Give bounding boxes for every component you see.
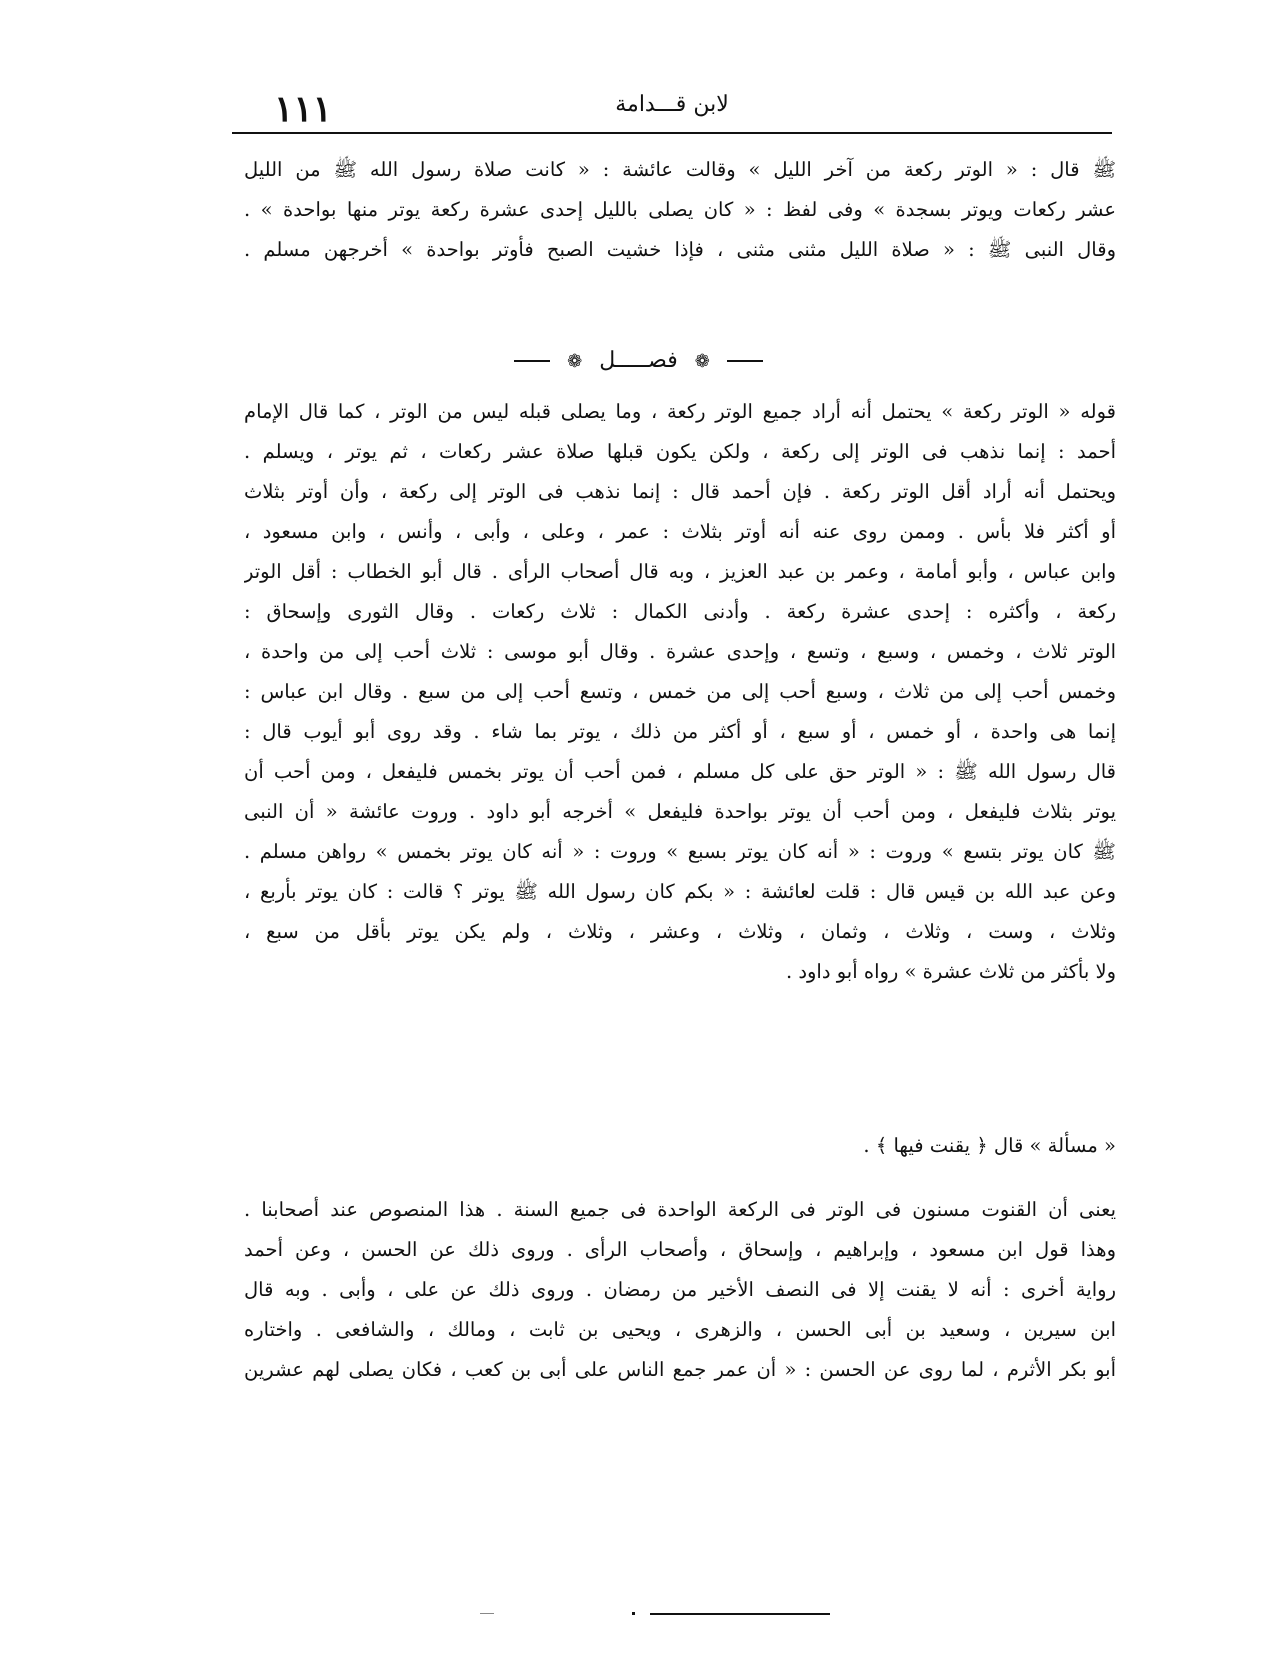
ornament-line — [514, 360, 550, 362]
text-line: ابن سيرين ، وسعيد بن أبى الحسن ، والزهرى ، ويحيى بن ثابت ، ومالك ، والشافعى . واختاره — [244, 1318, 1116, 1341]
page-header — [232, 88, 1112, 132]
final-paragraph — [244, 1190, 1116, 1390]
text-line: يعنى أن القنوت مسنون فى الوتر فى الركعة الواحدة فى جميع السنة . هذا المنصوص عند أصحابنا . — [244, 1198, 1116, 1221]
text-line: رواية أخرى : أنه لا يقنت إلا فى النصف الأخير من رمضان . وروى ذلك عن على ، وأبى . وبه قال — [244, 1278, 1116, 1301]
text-line: وهذا قول ابن مسعود ، وإبراهيم ، وإسحاق ، وأصحاب الرأى . وروى ذلك عن الحسن ، وعن أحمد — [244, 1238, 1116, 1261]
section-heading — [0, 348, 1277, 373]
text-line: ﷺ قال : « الوتر ركعة من آخر الليل » وقالت عائشة : « كانت صلاة رسول الله ﷺ من الليل — [244, 158, 1116, 181]
text-line: عشر ركعات ويوتر بسجدة » وفى لفظ : « كان يصلى بالليل إحدى عشرة ركعة يوتر منها بواحدة » . — [244, 198, 1116, 221]
text-line: أو أكثر فلا بأس . وممن روى عنه أنه أوتر بثلاث : عمر ، وعلى ، وأبى ، وأنس ، وابن مسعود ، — [244, 520, 1116, 543]
text-line: ولا بأكثر من ثلاث عشرة » رواه أبو داود . — [785, 960, 1116, 983]
fasl-paragraph — [244, 392, 1116, 992]
text-line: قوله « الوتر ركعة » يحتمل أنه أراد جميع الوتر ركعة ، وما يصلى قبله ليس من الوتر ، كما قال الإمام — [244, 400, 1116, 423]
text-line: ﷺ كان يوتر بتسع » وروت : « أنه كان يوتر بسبع » وروت : « أنه كان يوتر بخمس » رواهن مسلم . — [244, 840, 1116, 863]
text-line: أبو بكر الأثرم ، لما روى عن الحسن : « أن عمر جمع الناس على أبى بن كعب ، فكان يصلى لهم عشرين — [244, 1358, 1116, 1381]
text-line: وابن عباس ، وأبو أمامة ، وعمر بن عبد العزيز ، وبه قال أصحاب الرأى . قال أبو الخطاب : أقل الوتر — [244, 560, 1116, 583]
text-line: ركعة ، وأكثره : إحدى عشرة ركعة . وأدنى الكمال : ثلاث ركعات . وقال الثورى وإسحاق : — [244, 600, 1116, 623]
ornament-line — [727, 360, 763, 362]
footer-mark — [480, 1613, 494, 1614]
text-line: وثلاث ، وست ، وثلاث ، وثمان ، وثلاث ، وعشر ، وثلاث ، ولم يكن يوتر بأقل من سبع ، — [244, 920, 1116, 943]
ornament-icon: ❁ — [694, 351, 710, 372]
text-line: الوتر ثلاث ، وخمس ، وسبع ، وتسع ، وإحدى عشرة . وقال أبو موسى : ثلاث أحب إلى من واحدة ، — [244, 640, 1116, 663]
text-line: أحمد : إنما نذهب فى الوتر إلى ركعة ، ولكن يكون قبلها صلاة عشر ركعات ، ثم يوتر ، ويسلم . — [244, 440, 1116, 463]
masala-heading: « مسألة » قال ﴿ يقنت فيها ﴾ . — [863, 1134, 1116, 1157]
text-line: إنما هى واحدة ، أو خمس ، أو سبع ، أو أكثر من ذلك ، يوتر بما شاء . وقد روى أبو أيوب قال : — [244, 720, 1116, 743]
text-line: وخمس أحب إلى من ثلاث ، وسبع أحب إلى من خمس ، وتسع أحب إلى من سبع . وقال ابن عباس : — [244, 680, 1116, 703]
page-number: ١١١ — [274, 88, 333, 130]
text-line: وقال النبى ﷺ : « صلاة الليل مثنى مثنى ، فإذا خشيت الصبح فأوتر بواحدة » أخرجهن مسلم . — [244, 238, 1116, 261]
text-line: وعن عبد الله بن قيس قال : قلت لعائشة : « بكم كان رسول الله ﷺ يوتر ؟ قالت : كان يوتر بأربع ، — [244, 880, 1116, 903]
ornament-icon: ❁ — [567, 351, 583, 372]
intro-paragraph — [244, 150, 1116, 270]
footer-rule — [650, 1613, 830, 1615]
text-line: ويحتمل أنه أراد أقل الوتر ركعة . فإن أحمد قال : إنما نذهب فى الوتر إلى ركعة ، وأن أوتر بثلاث — [244, 480, 1116, 503]
section-heading-label: فصـــــل — [599, 348, 678, 373]
running-title: لابن قـــدامة — [615, 92, 729, 117]
text-line: قال رسول الله ﷺ : « الوتر حق على كل مسلم ، فمن أحب أن يوتر بخمس فليفعل ، ومن أحب أن — [244, 760, 1116, 783]
footer-dot — [632, 1612, 635, 1615]
text-line: يوتر بثلاث فليفعل ، ومن أحب أن يوتر بواحدة فليفعل » أخرجه أبو داود . وروت عائشة « أن النبى — [244, 800, 1116, 823]
header-rule — [232, 132, 1112, 134]
